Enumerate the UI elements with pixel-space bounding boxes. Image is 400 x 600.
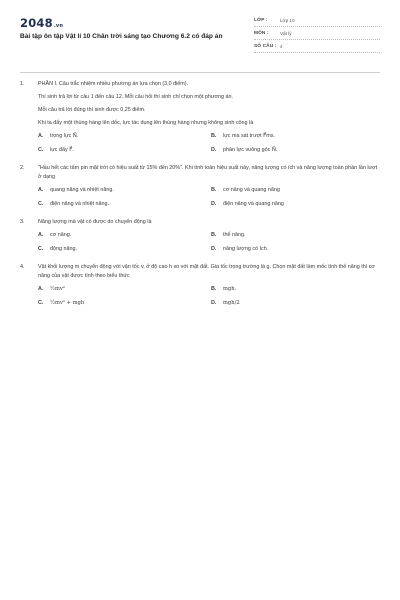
page-header (20, 14, 380, 66)
header-divider (20, 72, 380, 73)
class-value: Lớp 10 (280, 17, 295, 23)
answer-label: B. (211, 286, 217, 292)
meta-class-row (254, 14, 380, 27)
answer-text: điện năng và quang năng (223, 201, 284, 207)
question-header (20, 164, 380, 182)
answer-option-d[interactable] (211, 200, 384, 209)
answer-label: C. (38, 147, 44, 153)
answer-option-a[interactable] (38, 285, 211, 294)
answer-options (38, 231, 380, 254)
meta-info (254, 14, 380, 53)
answer-label: D. (211, 246, 217, 252)
answer-text: năng lượng có ích. (223, 246, 269, 252)
document-title: Bài tập ôn tập Vật lí 10 Chân trời sáng tạo Chương 6.2 có đáp án (20, 33, 223, 40)
meta-subject-row (254, 27, 380, 40)
logo-main: 2048 (20, 16, 53, 30)
answer-text: trọng lực N⃗. (50, 133, 79, 139)
answer-label: D. (211, 147, 217, 153)
answer-options (38, 186, 380, 209)
answer-formula: mgh. (223, 286, 237, 292)
answer-label: D. (211, 300, 217, 306)
answer-label: A. (38, 187, 44, 193)
count-value: 4 (280, 43, 283, 49)
question-number: 3. (20, 219, 25, 225)
question-2 (20, 164, 380, 209)
answer-text: lực đẩy F⃗. (50, 147, 74, 153)
meta-count-row (254, 40, 380, 53)
answer-option-b[interactable] (211, 285, 384, 294)
answer-label: B. (211, 133, 217, 139)
answer-label: C. (38, 201, 44, 207)
question-paragraph: Mỗi câu trả lời đúng thí sinh được 0,25 điểm. (38, 107, 146, 113)
answer-option-c[interactable] (38, 299, 211, 308)
answer-option-b[interactable] (211, 231, 384, 240)
question-text: "Hầu hết các tấm pin mặt trời có hiệu suất từ 15% đến 20%". Khi tính toán hiệu suất này, năng lượng có ích và năng lượng toàn phần lần lượt ở dạng (38, 165, 378, 180)
question-3 (20, 218, 380, 254)
question-header (20, 263, 380, 281)
question-number: 1. (20, 81, 25, 87)
count-label: SỐ CÂU : (254, 43, 277, 49)
class-label: LỚP : (254, 17, 268, 23)
answer-options (38, 132, 380, 155)
question-1 (20, 80, 380, 155)
question-text: Vật khối lượng m chuyển động với vận tốc v, ở độ cao h so với mặt đất. Gia tốc trọng trường là g. Chọn mặt đất làm mốc tính thế năng thì cơ năng của vật được tính theo biểu thức (38, 264, 375, 279)
question-number: 4. (20, 264, 25, 270)
answer-label: A. (38, 133, 44, 139)
answer-option-d[interactable] (211, 299, 384, 308)
answer-option-c[interactable] (38, 200, 211, 209)
subject-label: MÔN : (254, 30, 269, 36)
answer-label: B. (211, 187, 217, 193)
answer-text: thế năng. (223, 232, 246, 238)
question-text: Năng lượng mà vật có được do chuyển động là (38, 219, 152, 225)
answer-text: điện năng và nhiệt năng. (50, 201, 110, 207)
answer-option-d[interactable] (211, 245, 384, 254)
answer-option-b[interactable] (211, 186, 384, 195)
answer-option-c[interactable] (38, 245, 211, 254)
question-paragraph: Khi ta đẩy một thùng hàng lên dốc, lực tác dụng lên thùng hàng nhưng không sinh công là (38, 120, 254, 126)
answer-formula: ½mv² (50, 286, 65, 292)
subject-value: Vật lý (280, 30, 292, 36)
answer-option-a[interactable] (38, 132, 211, 141)
answer-option-c[interactable] (38, 146, 211, 155)
answer-text: cơ năng và quang năng (223, 187, 280, 193)
question-text: PHẦN I. Câu trắc nhiệm nhiều phương án lựa chọn (3,0 điểm). (38, 81, 189, 87)
answer-label: D. (211, 201, 217, 207)
question-header (20, 80, 380, 89)
answer-formula: mgh/2 (223, 300, 240, 306)
logo-sub: .vn (53, 23, 64, 29)
answer-text: phản lực vuông góc N⃗. (223, 147, 278, 153)
answer-option-b[interactable] (211, 132, 384, 141)
answer-label: A. (38, 286, 44, 292)
question-paragraph: Thí sinh trả lời từ câu 1 đến câu 12. Mỗi câu hỏi thí sinh chỉ chọn một phương án. (38, 94, 233, 100)
answer-text: cơ năng. (50, 232, 72, 238)
question-4 (20, 263, 380, 308)
answer-option-a[interactable] (38, 186, 211, 195)
answer-label: C. (38, 300, 44, 306)
answer-option-d[interactable] (211, 146, 384, 155)
answer-option-a[interactable] (38, 231, 211, 240)
answer-text: quang năng và nhiệt năng. (50, 187, 114, 193)
answer-label: A. (38, 232, 44, 238)
answer-text: động năng. (50, 246, 77, 252)
answer-text: lực ma sát trượt F⃗ms. (223, 133, 275, 139)
question-number: 2. (20, 165, 25, 171)
answer-label: C. (38, 246, 44, 252)
answer-options (38, 285, 380, 308)
answer-formula: ½mv² + mgh (50, 300, 85, 306)
site-logo[interactable] (20, 16, 63, 30)
question-list (20, 80, 380, 317)
answer-label: B. (211, 232, 217, 238)
question-header (20, 218, 380, 227)
